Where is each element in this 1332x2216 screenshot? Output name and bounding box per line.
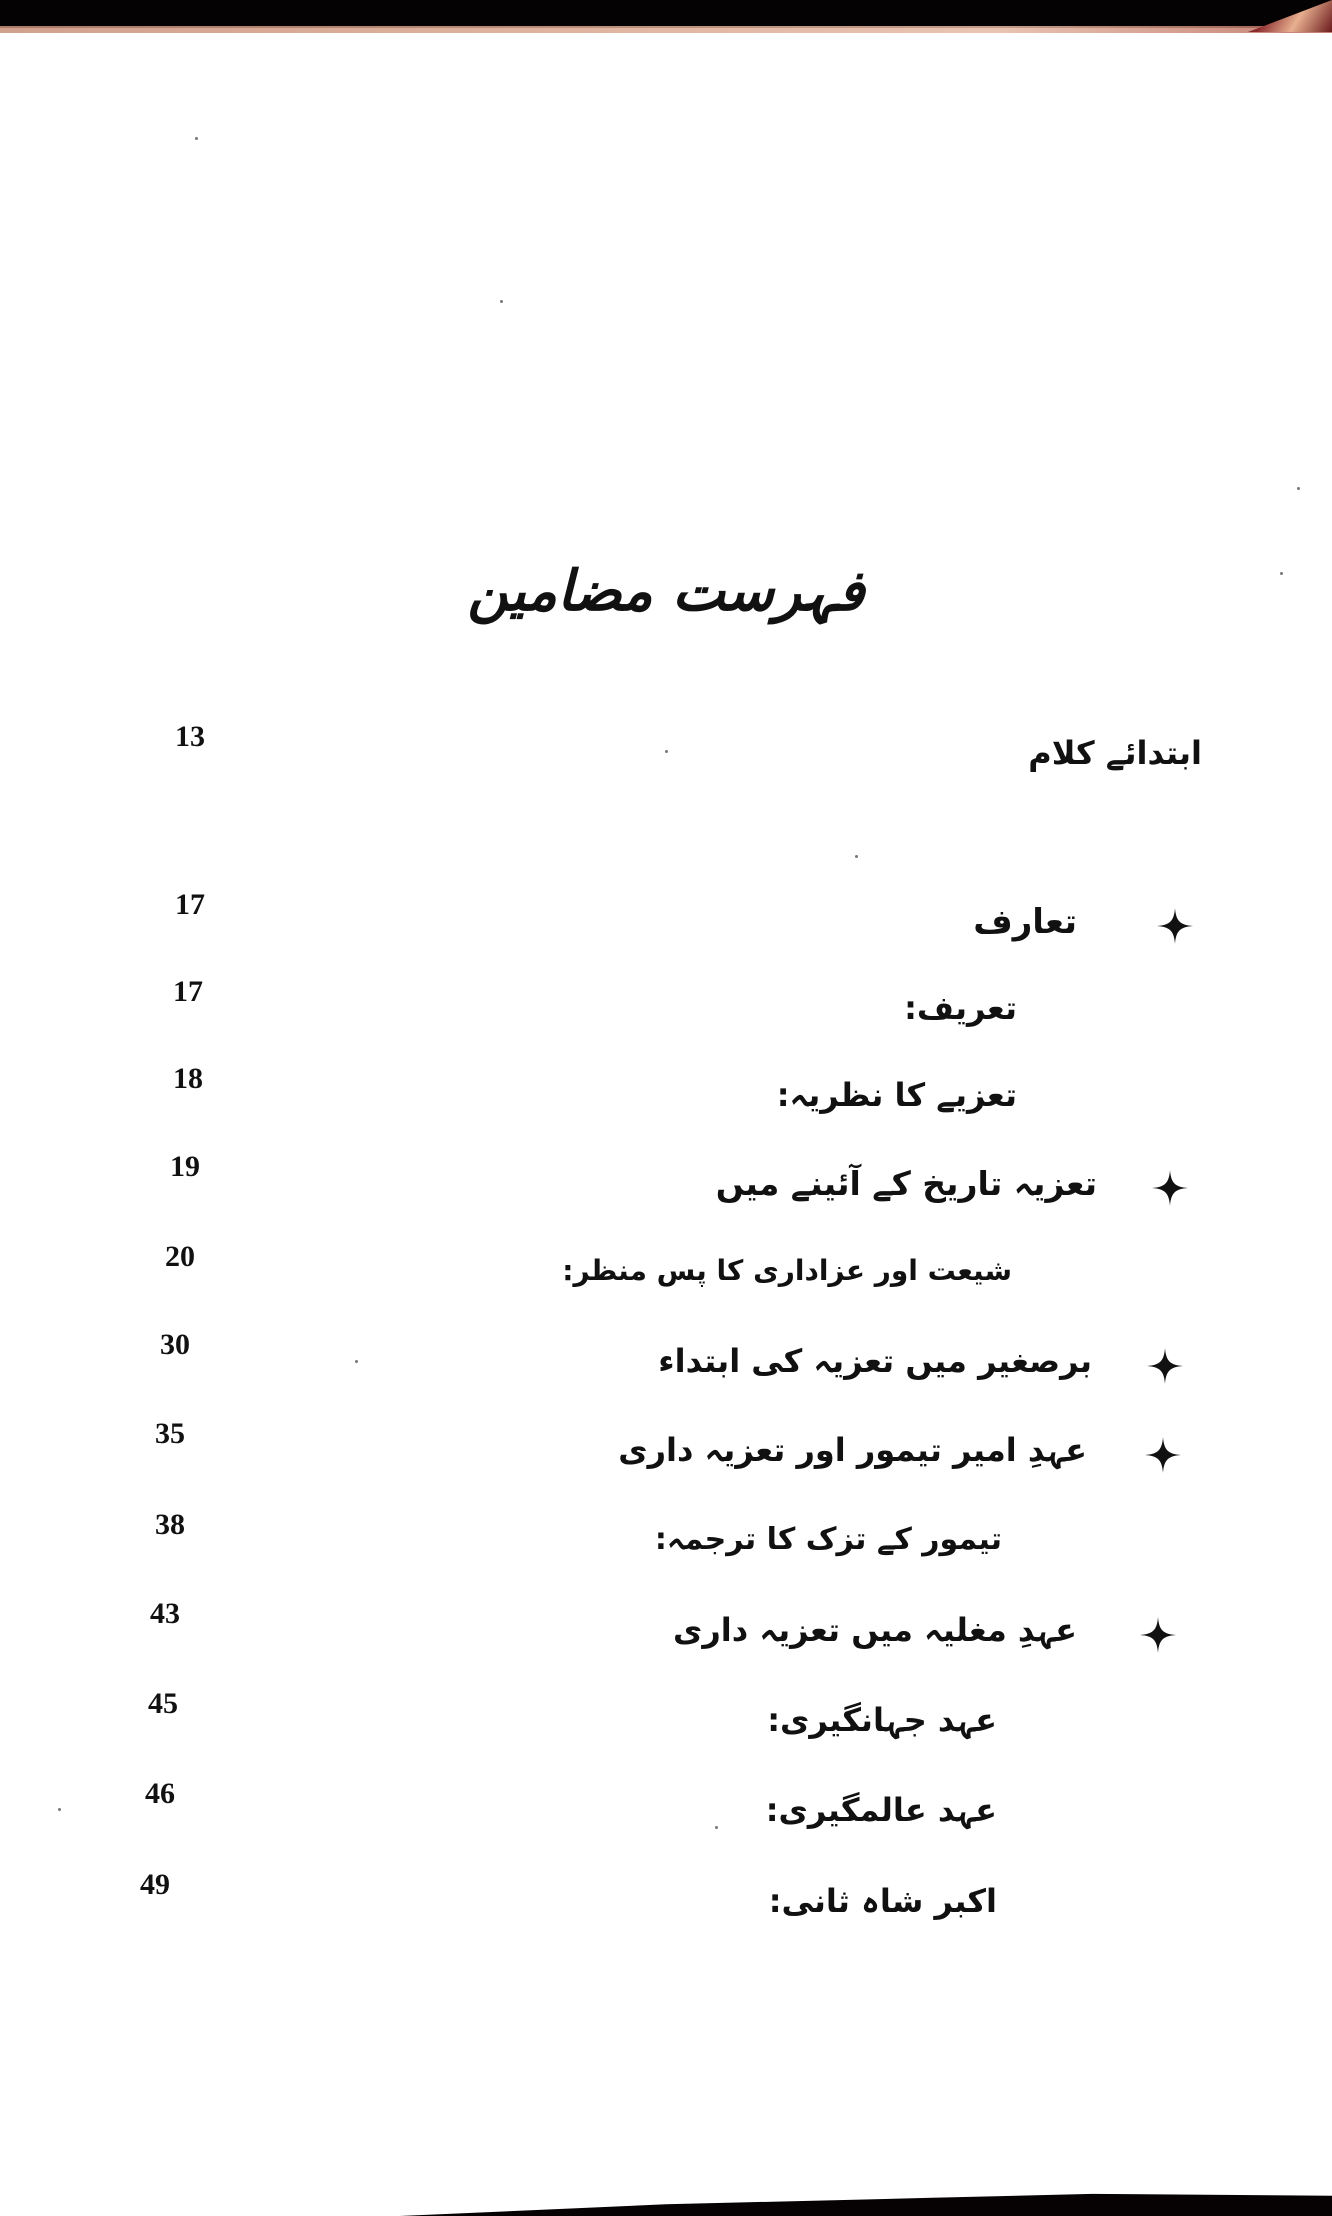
entry-title: تعریف:	[904, 989, 1017, 1027]
page-number: 45	[148, 1687, 178, 1720]
book-cover-edge	[0, 26, 1332, 33]
page-number: 13	[175, 720, 205, 753]
paper-speck	[58, 1808, 61, 1811]
paper-speck	[195, 137, 198, 140]
four-point-star-icon	[1145, 1346, 1185, 1386]
toc-entry[interactable]	[0, 1062, 1332, 1132]
entry-title: شیعت اور عزاداری کا پس منظر:	[562, 1254, 1012, 1287]
paper-speck	[855, 855, 858, 858]
page-number: 49	[140, 1868, 170, 1901]
paper-speck	[665, 750, 668, 753]
entry-title: تیمور کے تزک کا ترجمہ:	[654, 1522, 1002, 1557]
paper-speck	[355, 1360, 358, 1363]
four-point-star-icon	[1143, 1435, 1183, 1475]
page-number: 20	[165, 1240, 195, 1273]
paper-speck	[500, 300, 503, 303]
page-number: 35	[155, 1417, 185, 1450]
entry-title: عہدِ مغلیہ میں تعزیہ داری	[673, 1611, 1077, 1649]
toc-entry[interactable]	[0, 1687, 1332, 1757]
entry-title: ابتدائے کلام	[1028, 734, 1202, 772]
entry-title: تعارف	[973, 902, 1077, 942]
toc-entry[interactable]	[0, 1240, 1332, 1310]
toc-entry[interactable]	[0, 1328, 1332, 1398]
paper-speck	[715, 1826, 718, 1829]
entry-title: تعزیہ تاریخ کے آئینے میں	[715, 1164, 1097, 1203]
entry-title: اکبر شاہ ثانی:	[768, 1882, 997, 1920]
toc-entry[interactable]	[0, 975, 1332, 1045]
toc-entry[interactable]	[0, 1868, 1332, 1938]
page-number: 43	[150, 1597, 180, 1630]
page-title: فہرست مضامین	[467, 557, 865, 624]
page-number: 38	[155, 1508, 185, 1541]
page-number: 46	[145, 1777, 175, 1810]
entry-title: عہدِ امیر تیمور اور تعزیہ داری	[618, 1431, 1087, 1469]
toc-entry[interactable]	[0, 1597, 1332, 1667]
toc-entry[interactable]	[0, 1417, 1332, 1487]
four-point-star-icon	[1138, 1615, 1178, 1655]
toc-entry[interactable]	[0, 1508, 1332, 1578]
four-point-star-icon	[1155, 906, 1195, 946]
paper-speck	[1280, 572, 1283, 575]
scan-top-edge	[0, 0, 1332, 28]
paper-speck	[1297, 487, 1300, 490]
entry-title: برصغیر میں تعزیہ کی ابتداء	[658, 1342, 1092, 1380]
page-number: 19	[170, 1150, 200, 1183]
page-number: 18	[173, 1062, 203, 1095]
entry-title: تعزیے کا نظریہ:	[776, 1076, 1017, 1114]
page-number: 30	[160, 1328, 190, 1361]
scan-bottom-edge	[0, 2190, 1332, 2216]
toc-entry[interactable]	[0, 720, 1332, 790]
page-number: 17	[175, 888, 205, 921]
entry-title: عہد جہانگیری:	[767, 1701, 997, 1739]
toc-entry[interactable]	[0, 1150, 1332, 1220]
entry-title: عہد عالمگیری:	[765, 1791, 997, 1829]
page-number: 17	[173, 975, 203, 1008]
toc-entry[interactable]	[0, 888, 1332, 958]
four-point-star-icon	[1150, 1168, 1190, 1208]
toc-entry[interactable]	[0, 1777, 1332, 1847]
